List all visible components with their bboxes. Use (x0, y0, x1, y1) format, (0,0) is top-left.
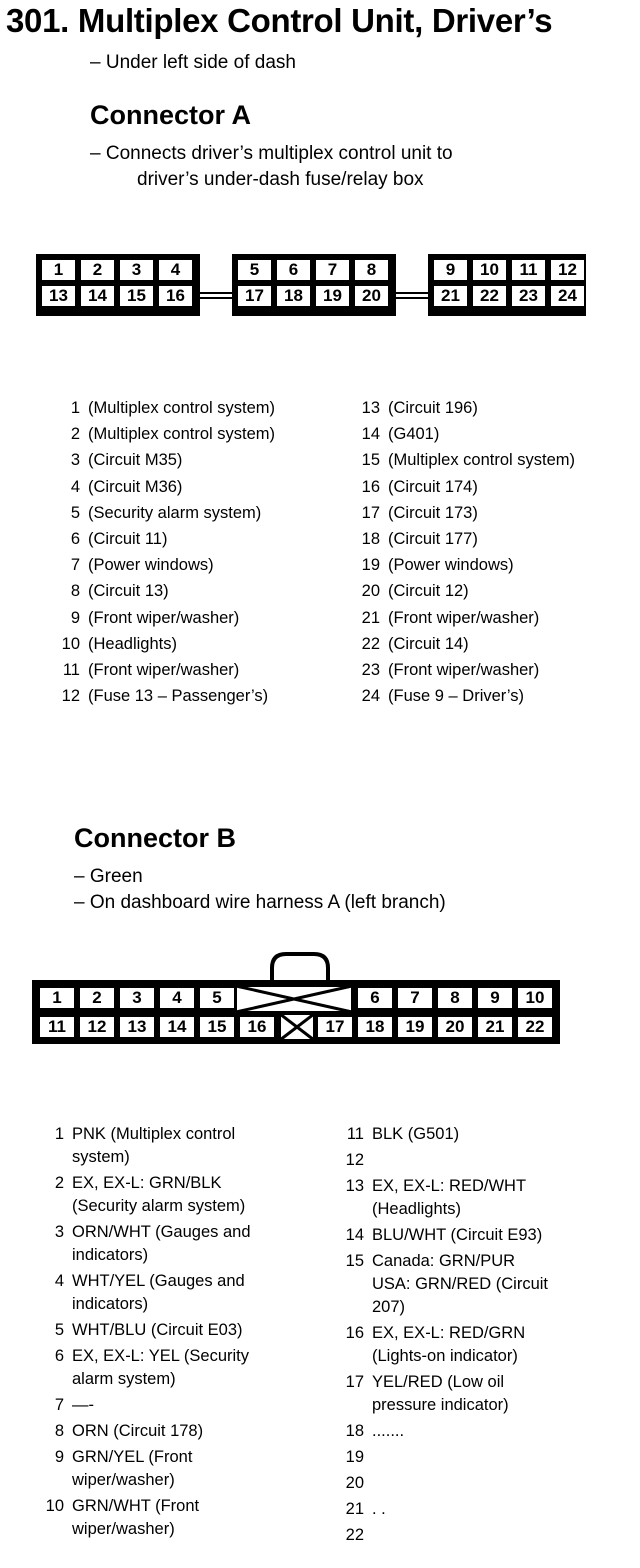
pin-description: (Multiplex control system) (388, 451, 576, 470)
pin-description: (Front wiper/washer) (388, 661, 540, 679)
pin-row (356, 634, 469, 654)
pin-description: (Front wiper/washer) (88, 661, 240, 679)
pin-description: (Power windows) (88, 556, 214, 575)
pin-number: 17 (345, 1373, 364, 1391)
connector-b-heading: Connector B (74, 823, 236, 853)
pin-number: 11 (346, 1125, 364, 1143)
pin-description: . . (372, 1500, 386, 1518)
pin-number: 12 (61, 687, 80, 706)
pin-row (340, 1371, 630, 1417)
pin-description: ORN (Circuit 178) (72, 1422, 204, 1440)
connector-a-cavity: 20 (353, 284, 390, 308)
pin-description: Canada: GRN/PUR USA: GRN/RED (Circuit 207) (372, 1252, 549, 1316)
pin-number: 6 (70, 530, 80, 548)
pin-number: 1 (54, 1125, 64, 1143)
pin-row (356, 503, 478, 523)
pin-row (40, 1394, 320, 1417)
connector-a-cavity: 11 (510, 258, 547, 282)
pin-row (340, 1123, 630, 1146)
pin-row (56, 450, 182, 470)
connector-a-cavity: 15 (118, 284, 155, 308)
pin-row (356, 555, 514, 575)
pin-description: EX, EX-L: GRN/BLK (Security alarm system) (72, 1174, 246, 1215)
connector-b-cavity: 5 (198, 986, 236, 1010)
pin-number: 22 (345, 1526, 364, 1544)
pin-number: 7 (70, 556, 80, 575)
connector-a-cavity: 24 (549, 284, 586, 308)
connector-b-cavity: 12 (78, 1015, 116, 1039)
connector-b-cavity: 16 (238, 1015, 276, 1039)
pin-number: 14 (361, 425, 380, 444)
pin-number: 21 (361, 608, 380, 627)
connector-a-link-1 (200, 292, 232, 299)
pin-row (56, 555, 214, 575)
pin-row (56, 686, 268, 706)
pin-row (356, 581, 469, 601)
pin-number: 1 (70, 399, 80, 417)
connector-a-cavity: 8 (353, 258, 390, 282)
pin-number: 4 (70, 477, 80, 496)
pin-number: 19 (345, 1448, 364, 1466)
pin-number: 8 (54, 1422, 64, 1440)
pin-description: (Front wiper/washer) (88, 608, 240, 627)
connector-b-cavity: 3 (118, 986, 156, 1010)
connector-b-cavity: 2 (78, 986, 116, 1010)
connector-b-cavity: 9 (476, 986, 514, 1010)
pin-description: GRN/WHT (Front wiper/washer) (72, 1497, 200, 1538)
connector-b-desc-line2: – On dashboard wire harness A (left branch) (74, 892, 446, 913)
pin-description: (Circuit 12) (388, 582, 469, 601)
connector-b-cavity: 18 (356, 1015, 394, 1039)
connector-a-cavity: 1 (40, 258, 77, 282)
pin-row (56, 660, 239, 680)
connector-b-cavity: 7 (396, 986, 434, 1010)
connector-a-cavity: 17 (236, 284, 273, 308)
connector-a-desc-line1: – Connects driver’s multiplex control unit to (90, 143, 453, 164)
pin-row (56, 424, 275, 444)
pin-description: EX, EX-L: YEL (Security alarm system) (72, 1347, 249, 1388)
connector-a-cavity: 16 (157, 284, 194, 308)
pin-number: 10 (61, 634, 80, 653)
pin-row (56, 477, 182, 497)
connector-b-cavity: 4 (158, 986, 196, 1010)
pin-number: 4 (54, 1272, 64, 1290)
pin-number: 16 (361, 477, 380, 496)
pin-description: (Circuit 11) (88, 530, 168, 548)
pin-description: WHT/YEL (Gauges and indicators) (72, 1272, 245, 1313)
pin-description: GRN/YEL (Front wiper/washer) (72, 1448, 193, 1489)
connector-a-cavity: 10 (471, 258, 508, 282)
connector-b-cavity: 20 (436, 1015, 474, 1039)
pin-number: 15 (361, 451, 380, 470)
pin-number: 9 (54, 1448, 64, 1466)
connector-b-cavity: 21 (476, 1015, 514, 1039)
connector-a-cavity: 21 (432, 284, 469, 308)
pin-number: 8 (70, 582, 80, 601)
connector-a-cavity: 5 (236, 258, 273, 282)
connector-a-link-2 (396, 292, 428, 299)
connector-a-cavity: 6 (275, 258, 312, 282)
pin-number: 20 (345, 1474, 364, 1492)
pin-row (356, 660, 539, 680)
connector-a-desc-line2: driver’s under-dash fuse/relay box (137, 169, 424, 190)
pin-description: —- (72, 1396, 94, 1414)
pin-number: 11 (62, 661, 80, 679)
pin-row (356, 529, 478, 549)
location-note: – Under left side of dash (90, 52, 296, 73)
pin-row (340, 1524, 630, 1547)
pin-row (56, 398, 275, 418)
connector-a-cavity: 19 (314, 284, 351, 308)
pin-row (40, 1123, 320, 1169)
connector-a-cavity: 22 (471, 284, 508, 308)
connector-a-cavity: 2 (79, 258, 116, 282)
pin-description: YEL/RED (Low oil pressure indicator) (372, 1373, 509, 1414)
pin-row (356, 398, 478, 418)
connector-b-cavity: 17 (316, 1015, 354, 1039)
connector-b-cavity: 11 (38, 1015, 76, 1039)
pin-number: 19 (361, 556, 380, 575)
connector-a-cavity: 14 (79, 284, 116, 308)
connector-b-cavity: 19 (396, 1015, 434, 1039)
pin-number: 6 (54, 1347, 64, 1365)
pin-number: 24 (361, 687, 380, 706)
pin-description: BLU/WHT (Circuit E93) (372, 1226, 543, 1244)
pin-number: 18 (361, 530, 380, 548)
connector-a-cavity: 23 (510, 284, 547, 308)
pin-number: 3 (70, 451, 80, 470)
pin-row (340, 1498, 630, 1521)
pin-number: 17 (361, 503, 380, 522)
connector-b-desc-line1: – Green (74, 866, 143, 887)
pin-number: 15 (345, 1252, 364, 1270)
pin-row (356, 686, 524, 706)
pin-description: BLK (G501) (372, 1125, 460, 1143)
pin-description: EX, EX-L: RED/GRN (Lights-on indicator) (372, 1324, 526, 1365)
pin-number: 2 (54, 1174, 64, 1192)
connector-b-cavity: 13 (118, 1015, 156, 1039)
pin-row (40, 1221, 320, 1267)
pin-row (56, 581, 169, 601)
pin-number: 13 (361, 399, 380, 417)
connector-b-cavity: 1 (38, 986, 76, 1010)
pin-description: (Power windows) (388, 556, 514, 575)
pin-description: (Headlights) (88, 634, 177, 653)
connector-a-cavity: 12 (549, 258, 586, 282)
pin-number: 5 (70, 503, 80, 522)
pin-row (340, 1250, 630, 1319)
connector-b-cavity: 15 (198, 1015, 236, 1039)
pin-description: (Circuit 14) (388, 634, 469, 653)
pin-description: (Fuse 13 – Passenger’s) (88, 687, 269, 706)
pin-number: 7 (54, 1396, 64, 1414)
connector-b-diagram (30, 946, 562, 1046)
pin-row (340, 1446, 630, 1469)
pin-description: PNK (Multiplex control system) (72, 1125, 236, 1166)
pin-description: (Front wiper/washer) (388, 608, 540, 627)
pin-description: EX, EX-L: RED/WHT (Headlights) (372, 1177, 527, 1218)
pin-number: 14 (345, 1226, 364, 1244)
pin-description: (G401) (388, 425, 440, 444)
pin-row (40, 1319, 320, 1342)
connector-b-cavity: 8 (436, 986, 474, 1010)
pin-number: 9 (70, 608, 80, 627)
connector-b-cavity: 14 (158, 1015, 196, 1039)
pin-number: 12 (345, 1151, 364, 1169)
pin-description: ORN/WHT (Gauges and indicators) (72, 1223, 251, 1264)
connector-a-heading: Connector A (90, 100, 251, 130)
connector-a-cavity: 4 (157, 258, 194, 282)
pin-description: (Circuit 173) (388, 503, 478, 522)
pin-description: (Circuit 13) (88, 582, 169, 601)
pin-description: (Multiplex control system) (88, 399, 276, 417)
pin-row (56, 634, 177, 654)
pin-row (356, 608, 539, 628)
connector-a-diagram (36, 254, 586, 320)
pin-number: 10 (45, 1497, 64, 1515)
pin-number: 13 (345, 1177, 364, 1195)
pin-number: 3 (54, 1223, 64, 1241)
pin-number: 21 (345, 1500, 364, 1518)
connector-b-cavity: 10 (516, 986, 554, 1010)
pin-row (40, 1495, 320, 1541)
connector-b-cavity: 22 (516, 1015, 554, 1039)
pin-description: (Fuse 9 – Driver’s) (388, 687, 525, 706)
pin-row (340, 1175, 630, 1221)
pin-description: (Circuit M35) (88, 451, 183, 470)
pin-row (40, 1446, 320, 1492)
pin-description: (Circuit 177) (388, 530, 478, 548)
pin-description: (Multiplex control system) (88, 425, 276, 444)
connector-a-cavity: 3 (118, 258, 155, 282)
connector-a-cavity: 9 (432, 258, 469, 282)
pin-row (56, 529, 167, 549)
pin-row (356, 450, 575, 470)
pin-row (40, 1345, 320, 1391)
pin-description: (Security alarm system) (88, 503, 262, 522)
pin-description: (Circuit 196) (388, 399, 478, 417)
pin-number: 20 (361, 582, 380, 601)
pin-number: 23 (361, 661, 380, 679)
connector-a-cavity: 13 (40, 284, 77, 308)
pin-row (40, 1172, 320, 1218)
pin-row (356, 477, 478, 497)
connector-a-cavity: 7 (314, 258, 351, 282)
pin-row (56, 608, 239, 628)
pin-row (340, 1224, 630, 1247)
pin-number: 16 (345, 1324, 364, 1342)
connector-a-cavity: 18 (275, 284, 312, 308)
connector-b-cavity: 6 (356, 986, 394, 1010)
pin-number: 5 (54, 1321, 64, 1339)
pin-row (40, 1420, 320, 1443)
pin-number: 22 (361, 634, 380, 653)
pin-row (40, 1270, 320, 1316)
pin-row (340, 1420, 630, 1443)
pin-row (56, 503, 261, 523)
pin-description: ....... (372, 1422, 405, 1440)
pin-description: WHT/BLU (Circuit E03) (72, 1321, 243, 1339)
pin-row (340, 1322, 630, 1368)
pin-description: (Circuit 174) (388, 477, 478, 496)
pin-description: (Circuit M36) (88, 477, 183, 496)
pin-row (340, 1472, 630, 1495)
pin-row (340, 1149, 630, 1172)
pin-number: 18 (345, 1422, 364, 1440)
pin-number: 2 (70, 425, 80, 444)
page-title: 301. Multiplex Control Unit, Driver’s (6, 2, 553, 39)
pin-row (356, 424, 439, 444)
